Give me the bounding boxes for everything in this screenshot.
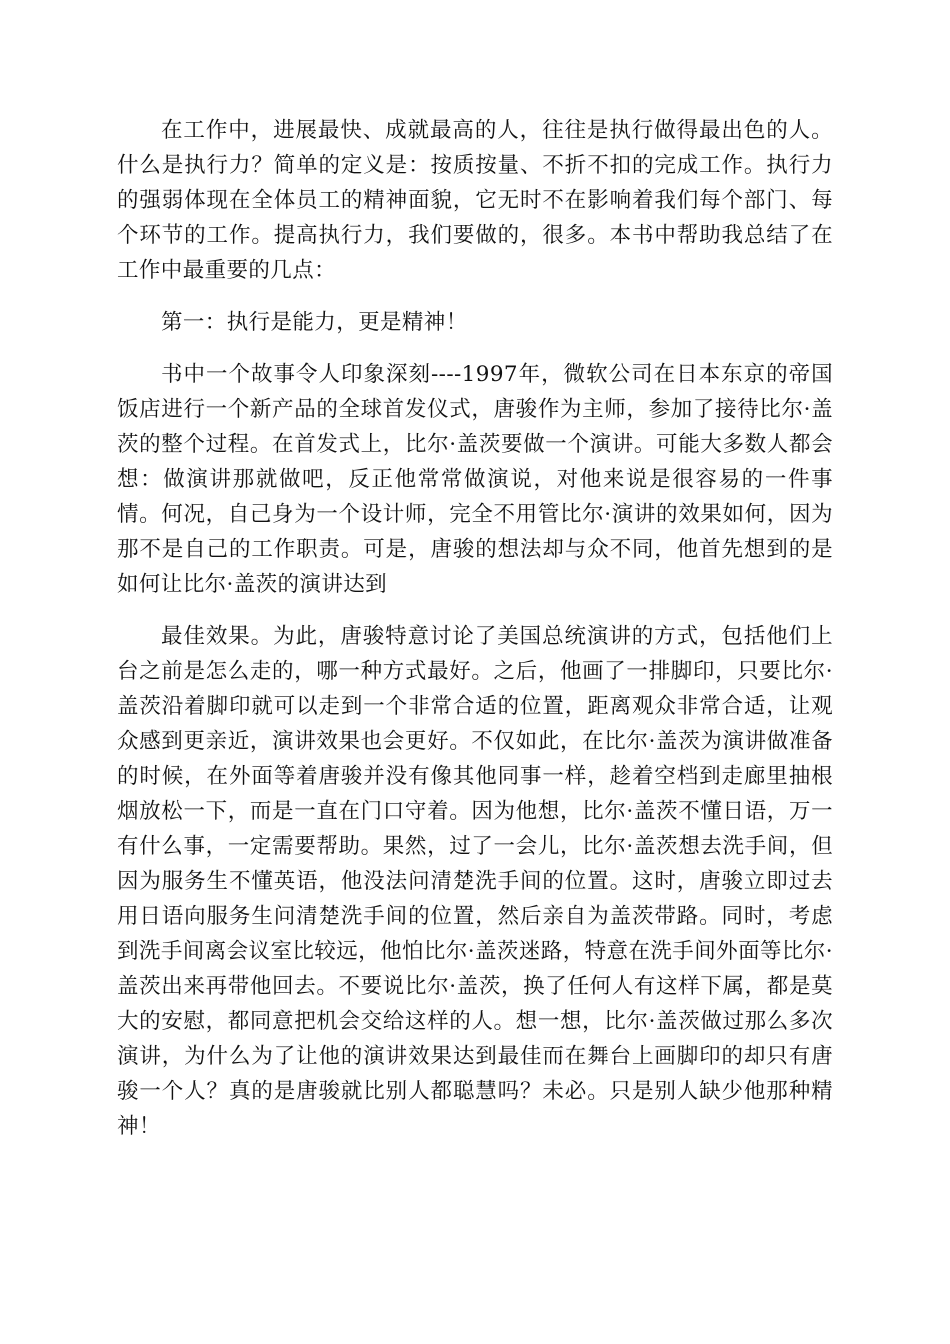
document-body — [117, 113, 833, 1161]
paragraph-intro: 在工作中，进展最快、成就最高的人，往往是执行做得最出色的人。什么是执行力？简单的定义是：按质按量、不折不扣的完成工作。执行力的强弱体现在全体员工的精神面貌，它无时不在影响着我们每个部门、每个环节的工作。提高执行力，我们要做的，很多。本书中帮助我总结了在工作中最重要的几点： — [117, 118, 833, 283]
paragraph-story-part-two: 最佳效果。为此，唐骏特意讨论了美国总统演讲的方式，包括他们上台之前是怎么走的，哪一种方式最好。之后，他画了一排脚印，只要比尔·盖茨沿着脚印就可以走到一个非常合适的位置，距离观众非常合适，让观众感到更亲近，演讲效果也会更好。不仅如此，在比尔·盖茨为演讲做准备的时候，在外面等着唐骏并没有像其他同事一样，趁着空档到走廊里抽根烟放松一下，而是一直在门口守着。因为他想，比尔·盖茨不懂日语，万一有什么事，一定需要帮助。果然，过了一会儿，比尔·盖茨想去洗手间，但因为服务生不懂英语，他没法问清楚洗手间的位置。这时，唐骏立即过去用日语向服务生问清楚洗手间的位置，然后亲自为盖茨带路。同时，考虑到洗手间离会议室比较远，他怕比尔·盖茨迷路，特意在洗手间外面等比尔·盖茨出来再带他回去。不要说比尔·盖茨，换了任何人有这样下属，都是莫大的安慰，都同意把机会交给这样的人。想一想，比尔·盖茨做过那么多次演讲，为什么为了让他的演讲效果达到最佳而在舞台上画脚印的却只有唐骏一个人？真的是唐骏就比别人都聪慧吗？未必。只是别人缺少他那种精神！ — [117, 624, 833, 1139]
paragraph-point-one: 第一：执行是能力，更是精神！ — [161, 310, 468, 335]
paragraph-story-part-one: 书中一个故事令人印象深刻----1997年，微软公司在日本东京的帝国饭店进行一个新产品的全球首发仪式，唐骏作为主师，参加了接待比尔·盖茨的整个过程。在首发式上，比尔·盖茨要做一个演讲。可能大多数人都会想：做演讲那就做吧，反正他常常做演说，对他来说是很容易的一件事情。何况，自己身为一个设计师，完全不用管比尔·演讲的效果如何，因为那不是自己的工作职责。可是，唐骏的想法却与众不同，他首先想到的是如何让比尔·盖茨的演讲达到 — [117, 362, 833, 597]
